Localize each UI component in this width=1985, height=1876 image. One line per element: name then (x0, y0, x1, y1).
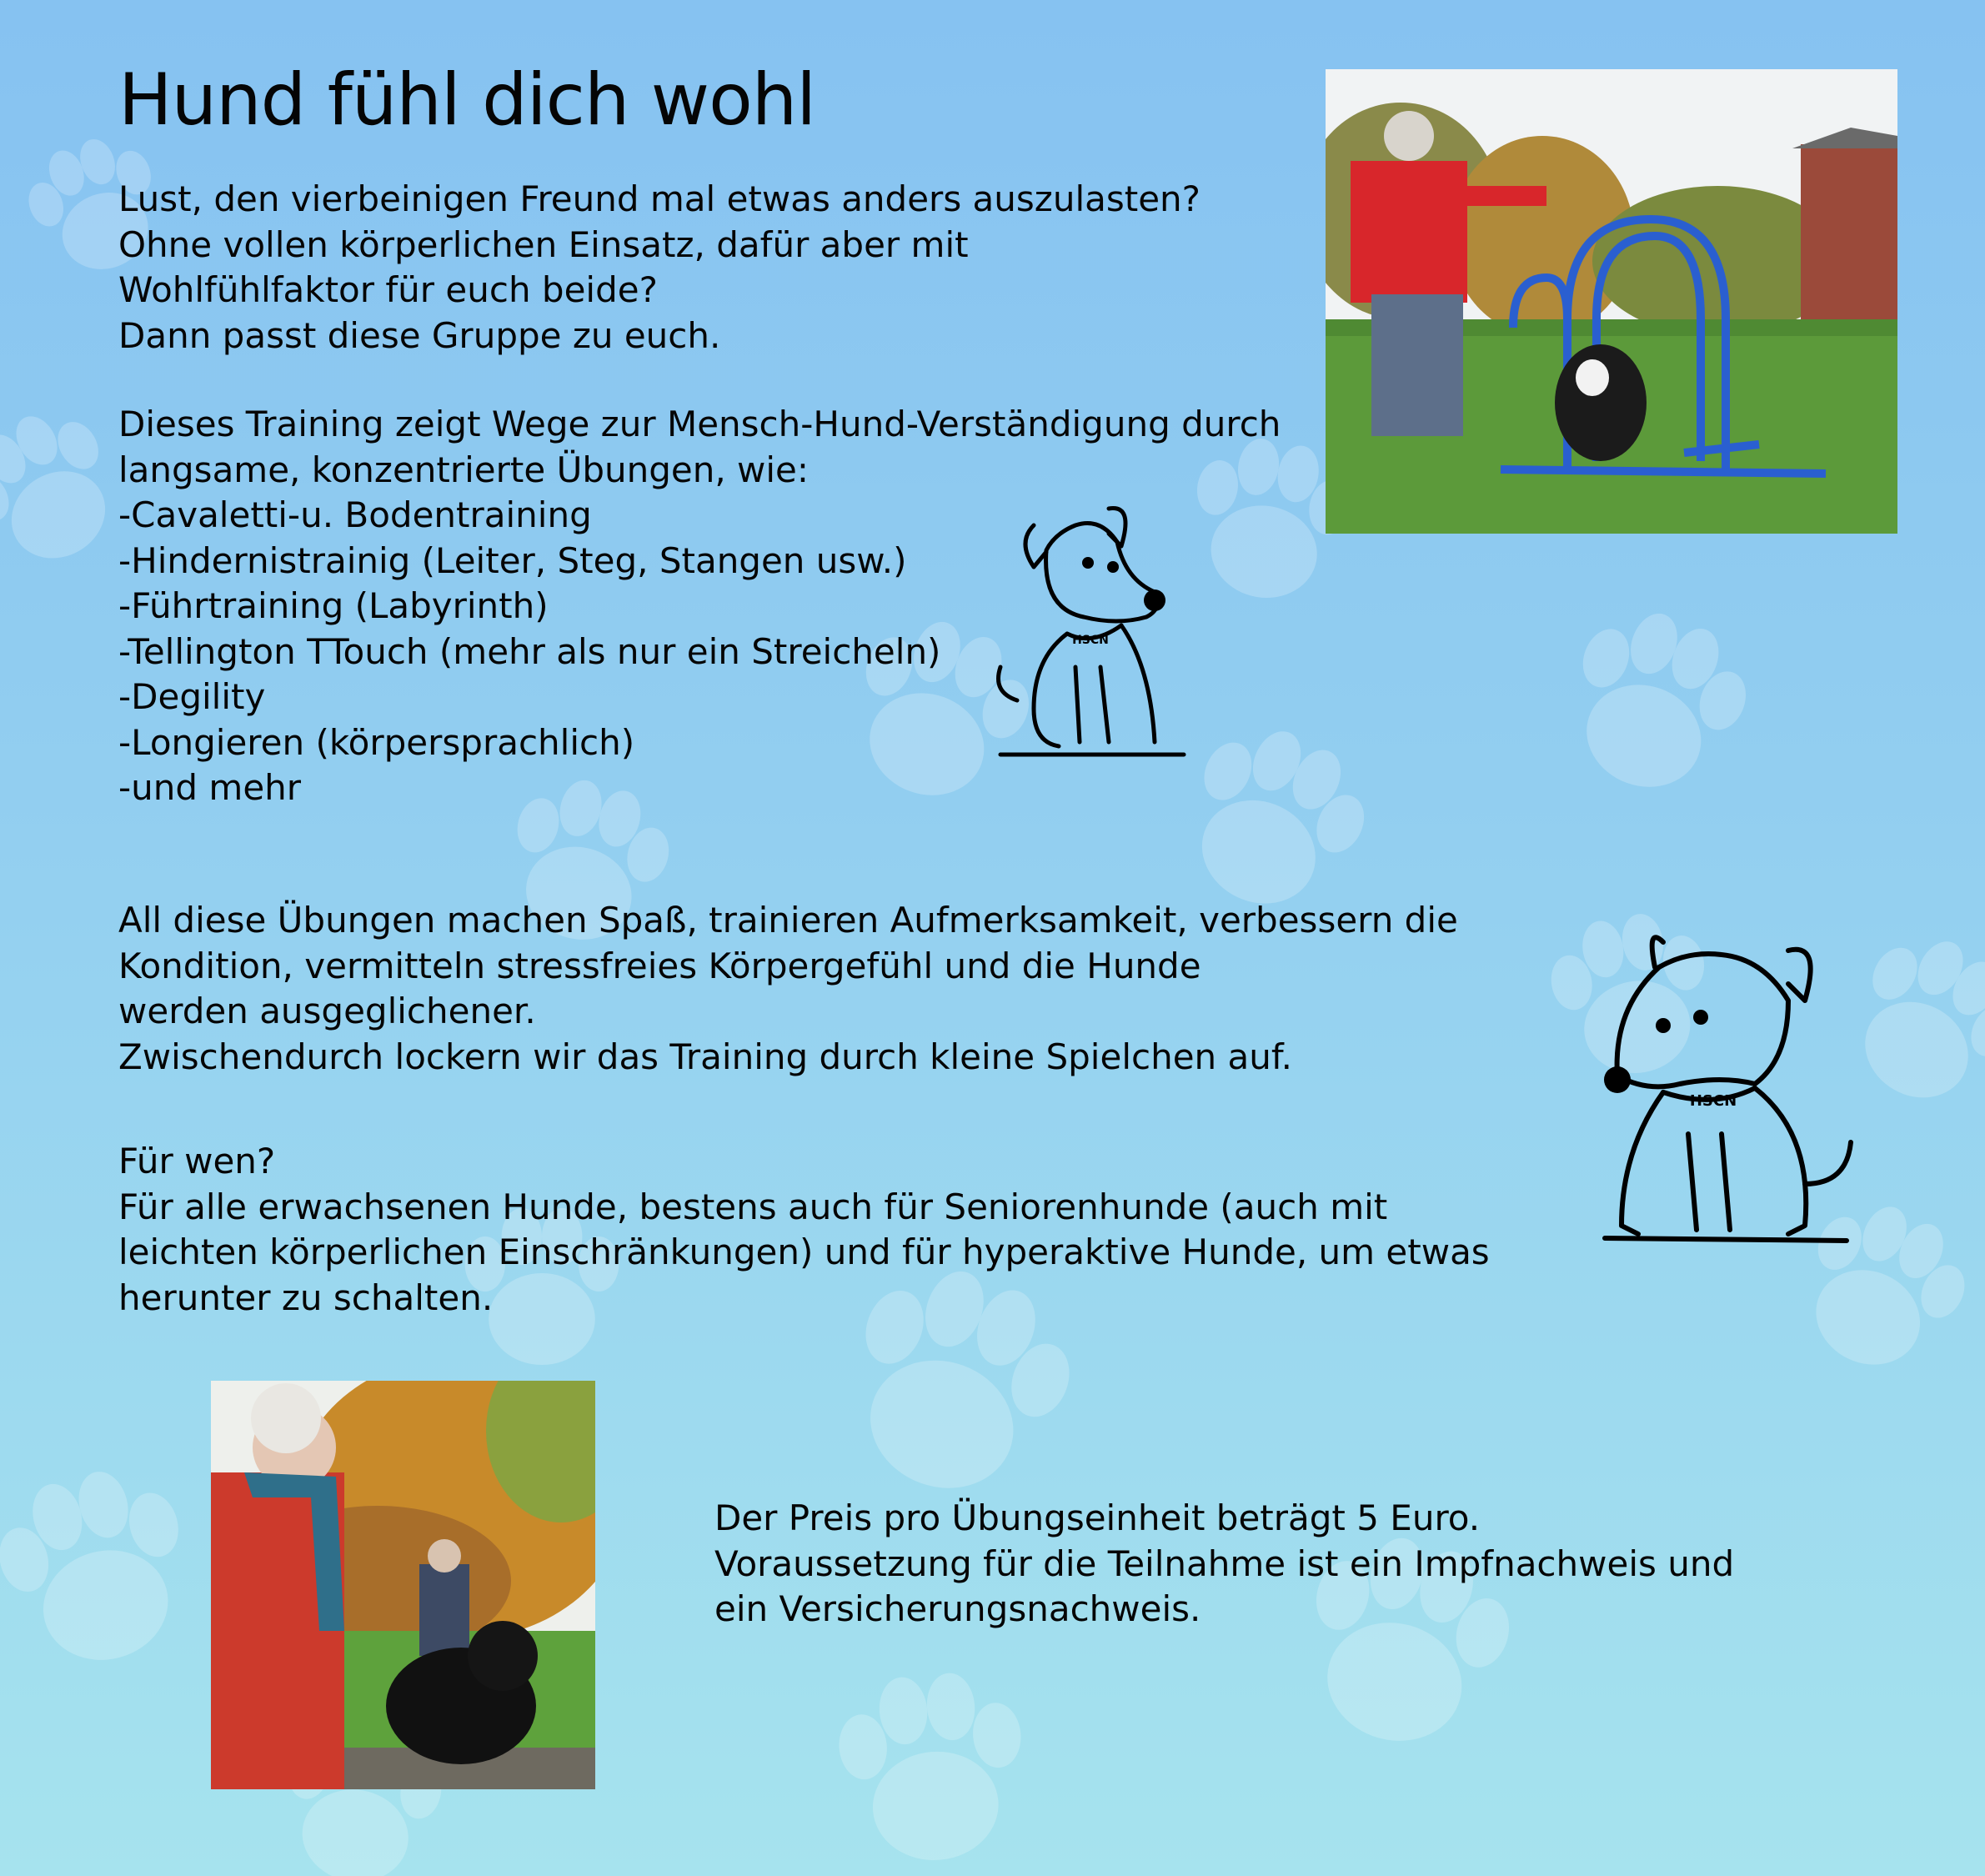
page-title: Hund fühl dich wohl (118, 58, 816, 142)
price-line: Voraussetzung für die Teilnahme ist ein Impfnachweis und (714, 1542, 1735, 1584)
photo-man-with-dog (211, 1381, 595, 1789)
training-item: -und mehr (118, 767, 302, 808)
training-item: -Degility (118, 676, 266, 717)
cartoon-dog-icon (984, 500, 1201, 775)
intro-line: Ohne vollen körperlichen Einsatz, dafür aber mit (118, 223, 969, 265)
price-line: ein Versicherungsnachweis. (714, 1588, 1201, 1629)
paw-print-icon (834, 1668, 1031, 1868)
audience-heading: Für wen? (118, 1141, 276, 1181)
cartoon-dog-icon (1597, 917, 1872, 1267)
audience-paragraph (118, 1139, 1490, 1321)
intro-line: Wohlfühlfaktor für euch beide? (118, 269, 658, 310)
training-item: -Cavaletti-u. Bodentraining (118, 494, 592, 535)
training-line: Dieses Training zeigt Wege zur Mensch-Hund-Verständigung durch (118, 404, 1281, 444)
intro-paragraph (118, 177, 1201, 359)
cartoon-collar-text: HSCN (1689, 1092, 1737, 1110)
price-line: Der Preis pro Übungseinheit beträgt 5 Euro. (714, 1497, 1481, 1538)
cartoon-collar-text: HSCN (1072, 634, 1109, 647)
training-item: -Führtraining (Labyrinth) (118, 585, 549, 626)
intro-line: Dann passt diese Gruppe zu euch. (118, 314, 721, 356)
benefits-line: All diese Übungen machen Spaß, trainieren Aufmerksamkeit, verbessern die (118, 900, 1458, 941)
paw-print-icon (1548, 594, 1765, 812)
audience-line: leichten körperlichen Einschränkungen) und für hyperaktive Hunde, um etwas (118, 1231, 1490, 1272)
photo-hoop-training (1326, 69, 1897, 534)
audience-line: Für alle erwachsenen Hunde, bestens auch für Seniorenhunde (auch mit (118, 1186, 1388, 1227)
paw-print-icon (0, 1455, 208, 1681)
training-item: -Longieren (körpersprachlich) (118, 721, 635, 763)
training-line: langsame, konzentrierte Übungen, wie: (118, 449, 810, 490)
price-paragraph (714, 1496, 1734, 1633)
benefits-line: Zwischendurch lockern wir das Training durch kleine Spielchen auf. (118, 1036, 1292, 1077)
intro-line: Lust, den vierbeinigen Freund mal etwas anders auszulasten? (118, 178, 1201, 219)
audience-line: herunter zu schalten. (118, 1277, 494, 1318)
benefits-paragraph (118, 898, 1458, 1080)
training-item: -Hindernistrainig (Leiter, Steg, Stangen usw.) (118, 539, 907, 581)
benefits-line: Kondition, vermitteln stressfreies Körpergefühl und die Hunde (118, 945, 1201, 986)
training-item: -Tellington TTouch (mehr als nur ein Streicheln) (118, 630, 941, 672)
benefits-line: werden ausgeglichener. (118, 991, 536, 1031)
